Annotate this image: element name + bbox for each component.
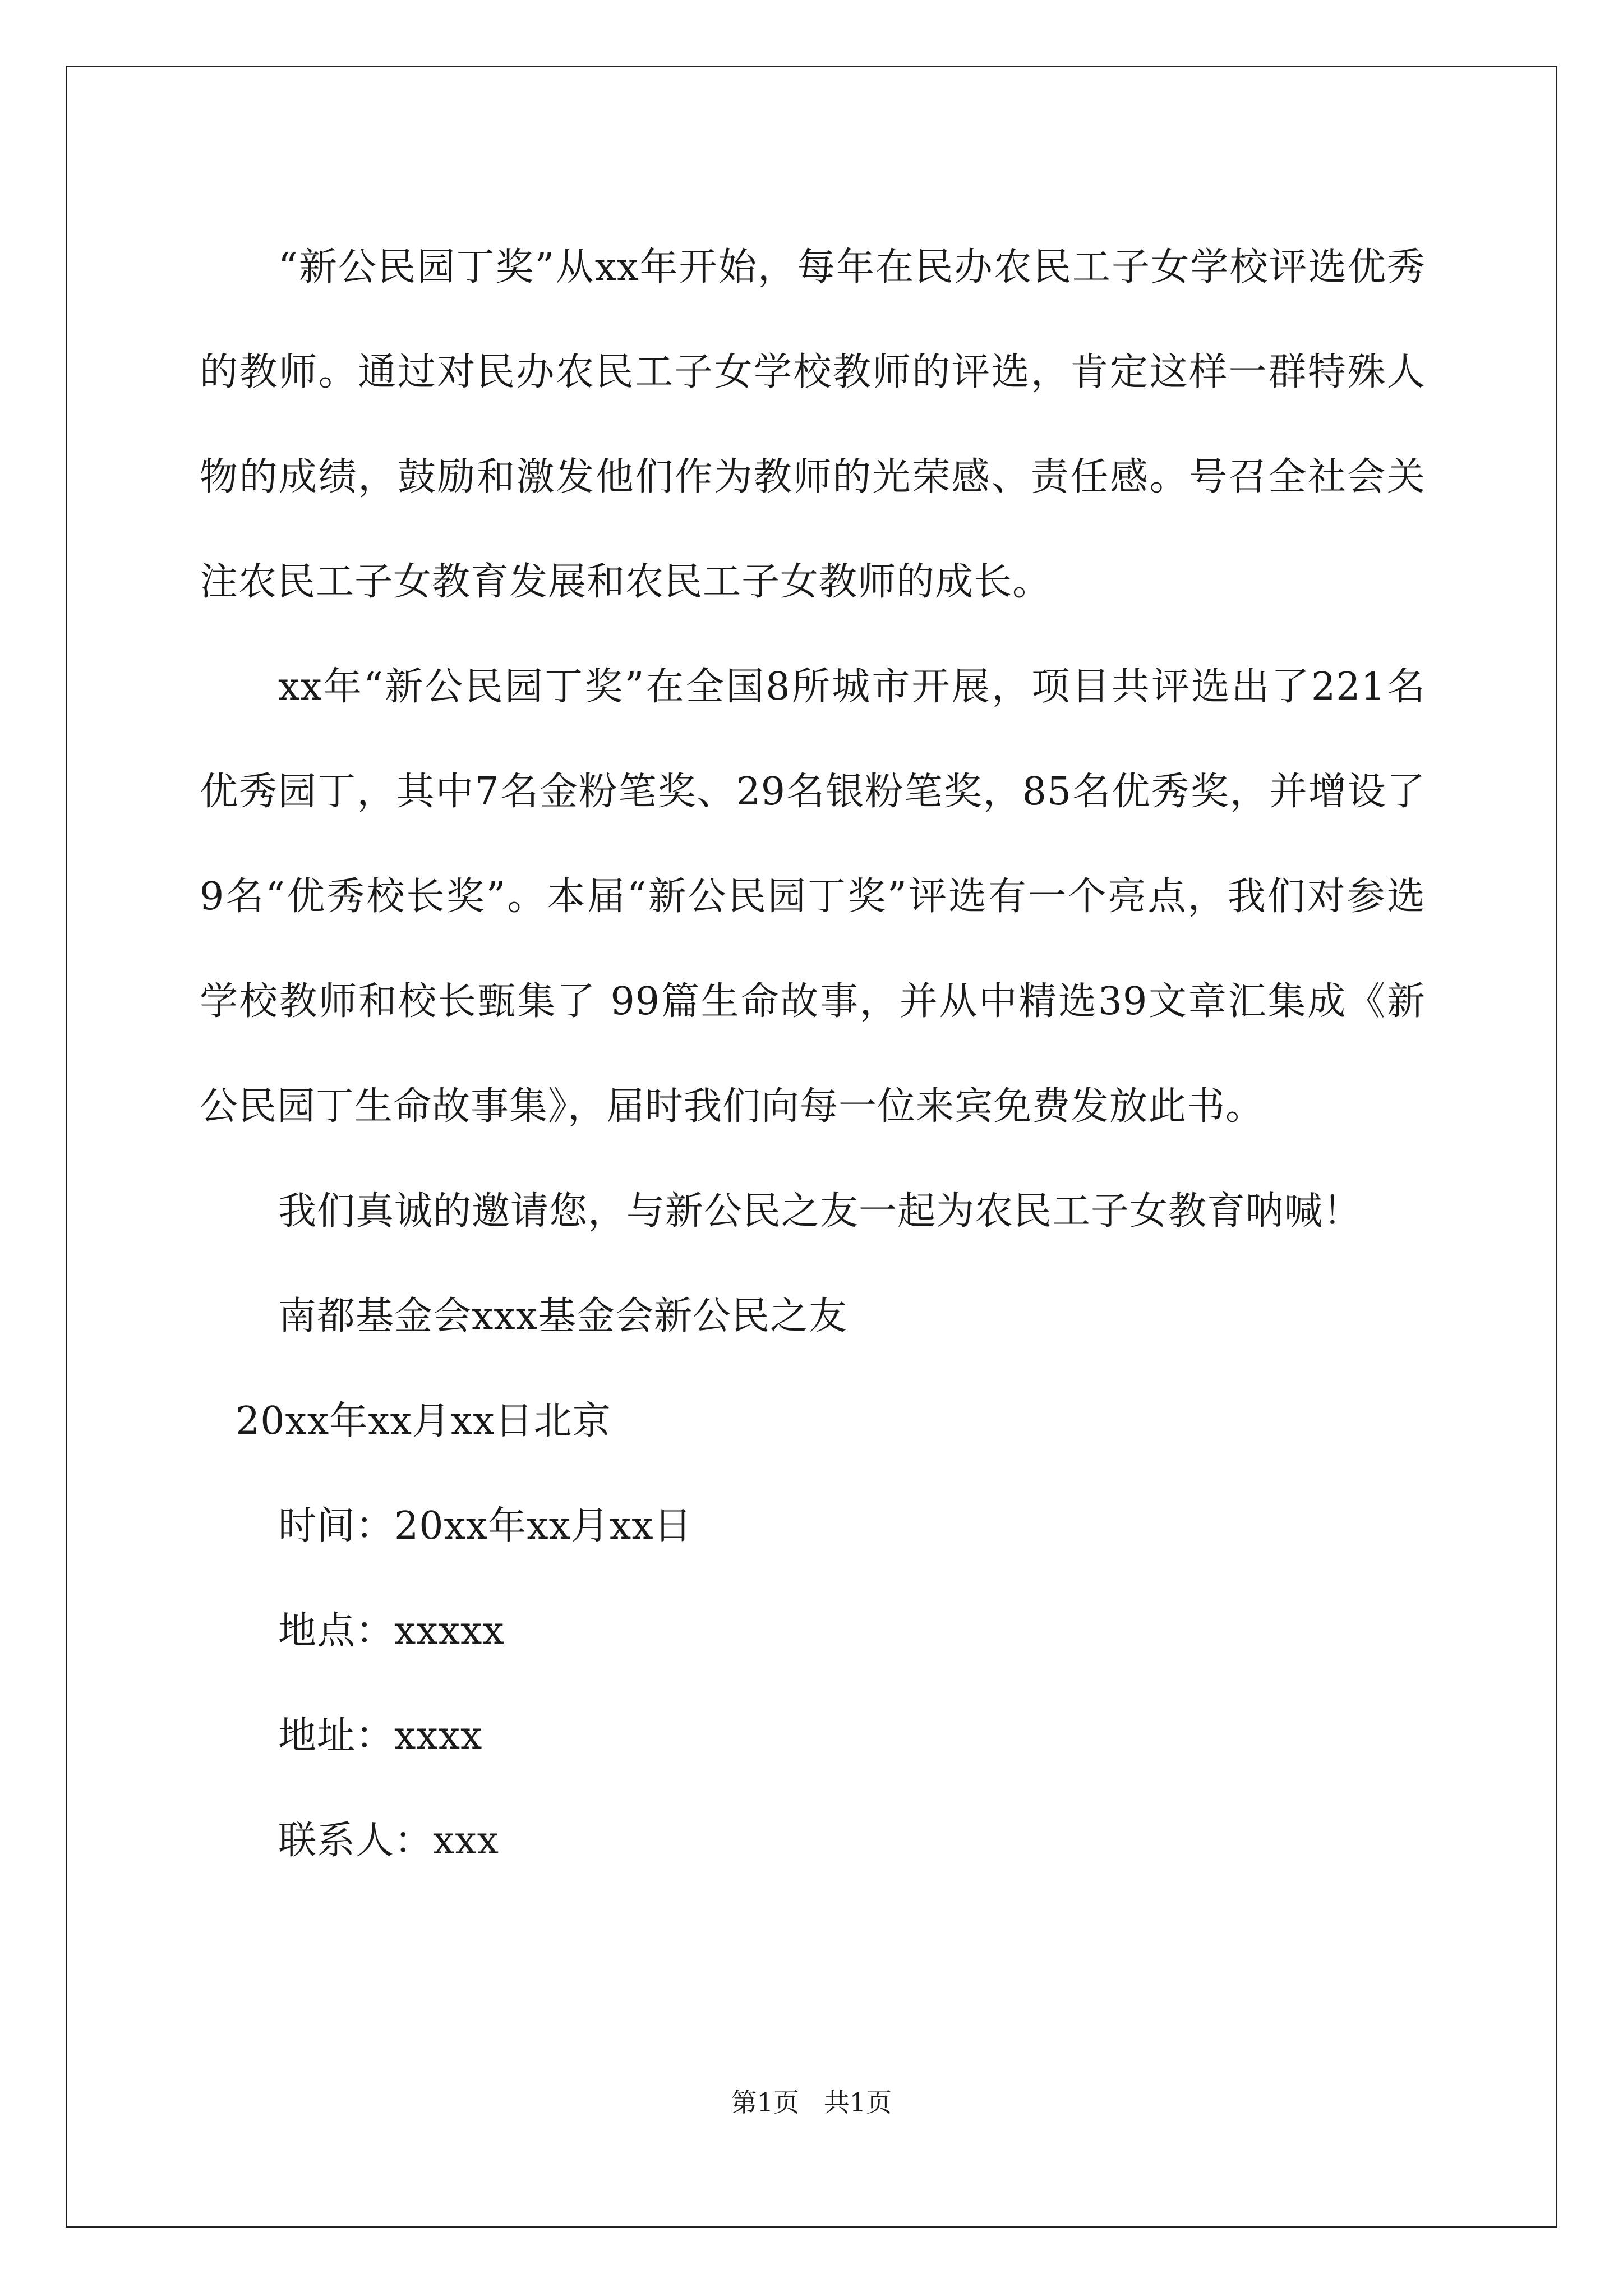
- document-body: [200, 215, 1426, 1893]
- paragraph-award-results: xx年“新公民园丁奖”在全国8所城市开展，项目共评选出了221名优秀园丁，其中7名金粉笔奖、29名银粉笔奖，85名优秀奖，并增设了9名“优秀校长奖”。本届“新公民园丁奖”评选有一个亮点，我们对参选学校教师和校长甄集了 99篇生命故事，并从中精选39文章汇集成《新公民园丁生命故事集》，届时我们向每一位来宾免费发放此书。: [200, 665, 1426, 1129]
- signature-date-place: 20xx年xx月xx日北京: [236, 1399, 611, 1443]
- detail-contact: 联系人：xxx: [278, 1819, 500, 1863]
- detail-address: 地址：xxxx: [278, 1714, 483, 1758]
- paragraph-award-intro: “新公民园丁奖”从xx年开始，每年在民办农民工子女学校评选优秀的教师。通过对民办农民工子女学校教师的评选，肯定这样一群特殊人物的成绩，鼓励和激发他们作为教师的光荣感、责任感。号召全社会关注农民工子女教育发展和农民工子女教师的成长。: [200, 245, 1426, 604]
- page-footer: 第1页 共1页: [731, 2087, 892, 2118]
- detail-location: 地点：xxxxx: [278, 1609, 505, 1653]
- detail-time: 时间：20xx年xx月xx日: [278, 1504, 693, 1548]
- signature-organizers: 南都基金会xxx基金会新公民之友: [278, 1294, 848, 1338]
- paragraph-invitation: 我们真诚的邀请您，与新公民之友一起为农民工子女教育呐喊！: [278, 1189, 1362, 1234]
